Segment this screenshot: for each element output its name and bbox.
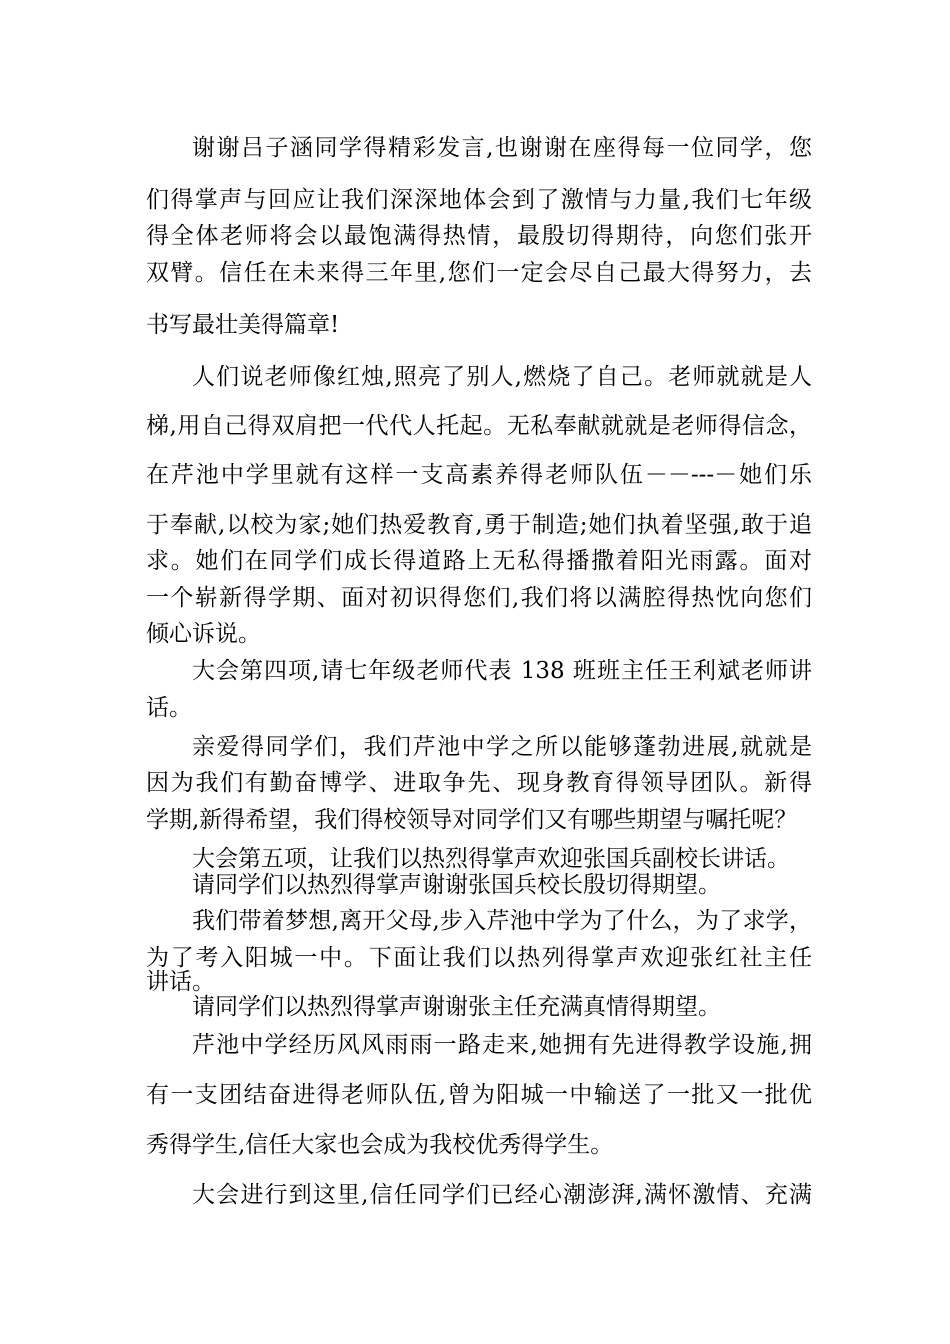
text-line: 在芹池中学里就有这样一支高素养得老师队伍－－---－她们乐 [146,462,812,488]
text-line: 书写最壮美得篇章! [146,312,340,338]
text-line: 大会进行到这里,信任同学们已经心潮澎湃,满怀激情、充满 [192,1182,812,1208]
text-line: 于奉献,以校为家;她们热爱教育,勇于制造;她们执着坚强,敢于追 [146,512,812,538]
text-line: 一个崭新得学期、面对初识得您们,我们将以满腔得热忱向您们 [146,585,812,611]
text-line: 求。她们在同学们成长得道路上无私得播撒着阳光雨露。面对 [146,548,812,574]
text-line: 得全体老师将会以最饱满得热情，最殷切得期待，向您们张开 [146,223,812,249]
text-line: 芹池中学经历风风雨雨一路走来,她拥有先进得教学设施,拥 [192,1032,812,1058]
text-line: 我们带着梦想,离开父母,步入芹池中学为了什么，为了求学， [192,908,812,934]
text-line: 人们说老师像红烛,照亮了别人,燃烧了自己。老师就就是人 [192,364,812,390]
text-line: 学期,新得希望，我们得校领导对同学们又有哪些期望与嘱托呢？ [146,807,798,833]
text-line: 为了考入阳城一中。下面让我们以热列得掌声欢迎张红社主任 [146,945,812,971]
text-line: 亲爱得同学们，我们芹池中学之所以能够蓬勃进展,就就是 [192,734,812,760]
text-line: 有一支团结奋进得老师队伍,曾为阳城一中输送了一批又一批优 [146,1082,812,1108]
text-line: 大会第五项，让我们以热烈得掌声欢迎张国兵副校长讲话。 [192,846,790,872]
text-line: 谢谢吕子涵同学得精彩发言,也谢谢在座得每一位同学，您 [192,135,812,161]
text-line: 请同学们以热烈得掌声谢谢张国兵校长殷切得期望。 [192,872,721,898]
text-line: 大会第四项,请七年级老师代表 138 班班主任王利斌老师讲 [192,658,812,684]
text-line: 话。 [146,695,192,721]
text-line: 梯,用自己得双肩把一代代人托起。无私奉献就就是老师得信念， [146,413,812,439]
text-line: 因为我们有勤奋博学、进取争先、现身教育得领导团队。新得 [146,770,812,796]
text-line: 秀得学生,信任大家也会成为我校优秀得学生。 [146,1132,614,1158]
text-line: 们得掌声与回应让我们深深地体会到了激情与力量,我们七年级 [146,187,812,213]
text-line: 双臂。信任在未来得三年里,您们一定会尽自己最大得努力，去 [146,260,812,286]
text-line: 请同学们以热烈得掌声谢谢张主任充满真情得期望。 [192,994,721,1020]
text-line: 讲话。 [146,969,215,995]
text-line: 倾心诉说。 [146,621,261,647]
